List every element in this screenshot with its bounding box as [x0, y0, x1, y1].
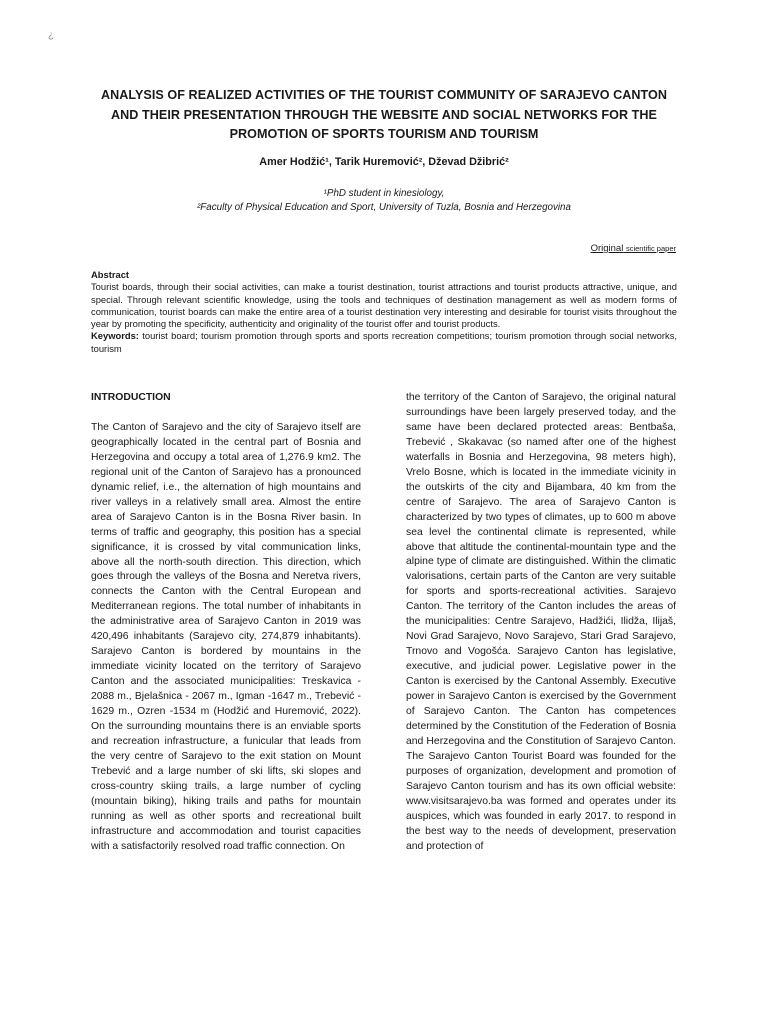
keywords-label: Keywords:	[91, 330, 139, 342]
introduction-heading: INTRODUCTION	[91, 392, 171, 403]
paper-type-main: Original	[590, 243, 624, 254]
affiliation-1: ¹PhD student in kinesiology,	[323, 188, 445, 199]
abstract-text: Tourist boards, through their social activities, can make a tourist destination, tourist attractions and tourist products attractive, unique, and special. Through relevant scientific knowledge, using the tools and techniques of destination management as well as modern forms of communication, tourist boards can make the entire area of a tourist destination very interesting and desirable for tourist visits throughout the year by promoting the specificity, authenticity and originality of the tourist offer and tourist products.	[91, 281, 677, 330]
introduction-text-left: The Canton of Sarajevo and the city of Sarajevo itself are geographically located in the central part of Bosnia and Herzegovina and occupy a total area of 1,276.9 km2. The regional unit of the Canton of Sarajevo has a pronounced dynamic relief, i.e., the alternation of high mountains and river valleys in a relatively small area. Almost the entire area of Sarajevo Canton is in the Bosna River basin. In terms of traffic and geography, this position has a special significance, it is crossed by vital communication links, above all the north-south direction. This direction, which goes through the valleys of the Bosna and Neretva rivers, connects the Canton with the Central European and Mediterranean regions. The total number of inhabitants in the administrative area of Sarajevo Canton in 2019 was 420,496 inhabitants (Sarajevo city, 274,879 inhabitants). Sarajevo Canton is bordered by mountains in the immediate vicinity located on the territory of Sarajevo Canton and the associated municipalities: Treskavica - 2088 m., Bjelašnica - 2067 m., Igman -1647 m., Trebević - 1629 m., Ozren -1534 m (Hodžić and Huremović, 2022). On the surrounding mountains there is an enviable sports and recreation infrastructure, a funicular that leads from the very centre of Sarajevo to the exit station on Mount Trebević and a large number of ski lifts, ski slopes and cross-country skiing trails, a large number of cycling (mountain biking), hiking trails and paths for mountain running as well as other sports and recreational built infrastructure and accommodation and tourist capacities with a satisfactorily resolved road traffic connection. On	[91, 421, 361, 852]
affiliation-2: ²Faculty of Physical Education and Sport, University of Tuzla, Bosnia and Herzegovina	[197, 202, 571, 213]
left-column	[91, 391, 361, 855]
paper-title: ANALYSIS OF REALIZED ACTIVITIES OF THE TOURIST COMMUNITY OF SARAJEVO CANTON AND THEIR PRESENTATION THROUGH THE WEBSITE AND SOCIAL NETWORKS FOR THE PROMOTION OF SPORTS TOURISM AND TOURISM	[100, 88, 668, 141]
abstract-section	[91, 269, 677, 355]
keywords-text: tourist board; tourism promotion through sports and sports recreation competitions; tourism promotion through social networks, tourism	[91, 330, 677, 354]
author-list: Amer Hodžić¹, Tarik Huremović², Dževad Džibrić²	[259, 156, 509, 168]
right-column	[406, 391, 676, 855]
page-corner-mark: ¿	[48, 30, 55, 41]
paper-type-sub: scientific paper	[625, 244, 676, 253]
keywords	[91, 330, 677, 355]
abstract-heading: Abstract	[91, 269, 130, 280]
paper-type-label	[591, 243, 676, 254]
introduction-text-right: the territory of the Canton of Sarajevo, the original natural surroundings have been largely preserved today, and the same have been declared protected areas: Bentbaša, Trebević , Skakavac (so named after one of the highest waterfalls in Bosnia and Herzegovina, 98 meters high), Vrelo Bosne, which is located in the immediate vicinity in the outskirts of the city and Bijambara, 40 km from the centre of Sarajevo. The area of Sarajevo Canton is characterized by two types of climates, up to 600 m above sea level the continental climate is represented, while above that altitude the continental-mountain type and the alpine type of climate are distinguished. Within the climatic valorisations, certain parts of the Canton are very suitable for sports and sports-recreational activities. Sarajevo Canton. The territory of the Canton includes the areas of the municipalities: Centre Sarajevo, Hadžići, Ilidža, Ilijaš, Novi Grad Sarajevo, Novo Sarajevo, Stari Grad Sarajevo, Trnovo and Vogošća. Sarajevo Canton has legislative, executive, and judicial power. Legislative power in the Canton is exercised by the Cantonal Assembly. Executive power in Sarajevo Canton is exercised by the Government of Sarajevo Canton. The Canton has competences determined by the Constitution of the Federation of Bosnia and Herzegovina and the Constitution of Sarajevo Canton. The Sarajevo Canton Tourist Board was founded for the purposes of organization, development and promotion of Sarajevo Canton tourism and has its own official website: www.visitsarajevo.ba was formed and operates under its auspices, which was founded in early 2017. to respond in the best way to the needs of development, preservation and protection of	[406, 392, 676, 852]
affiliations	[90, 187, 678, 215]
